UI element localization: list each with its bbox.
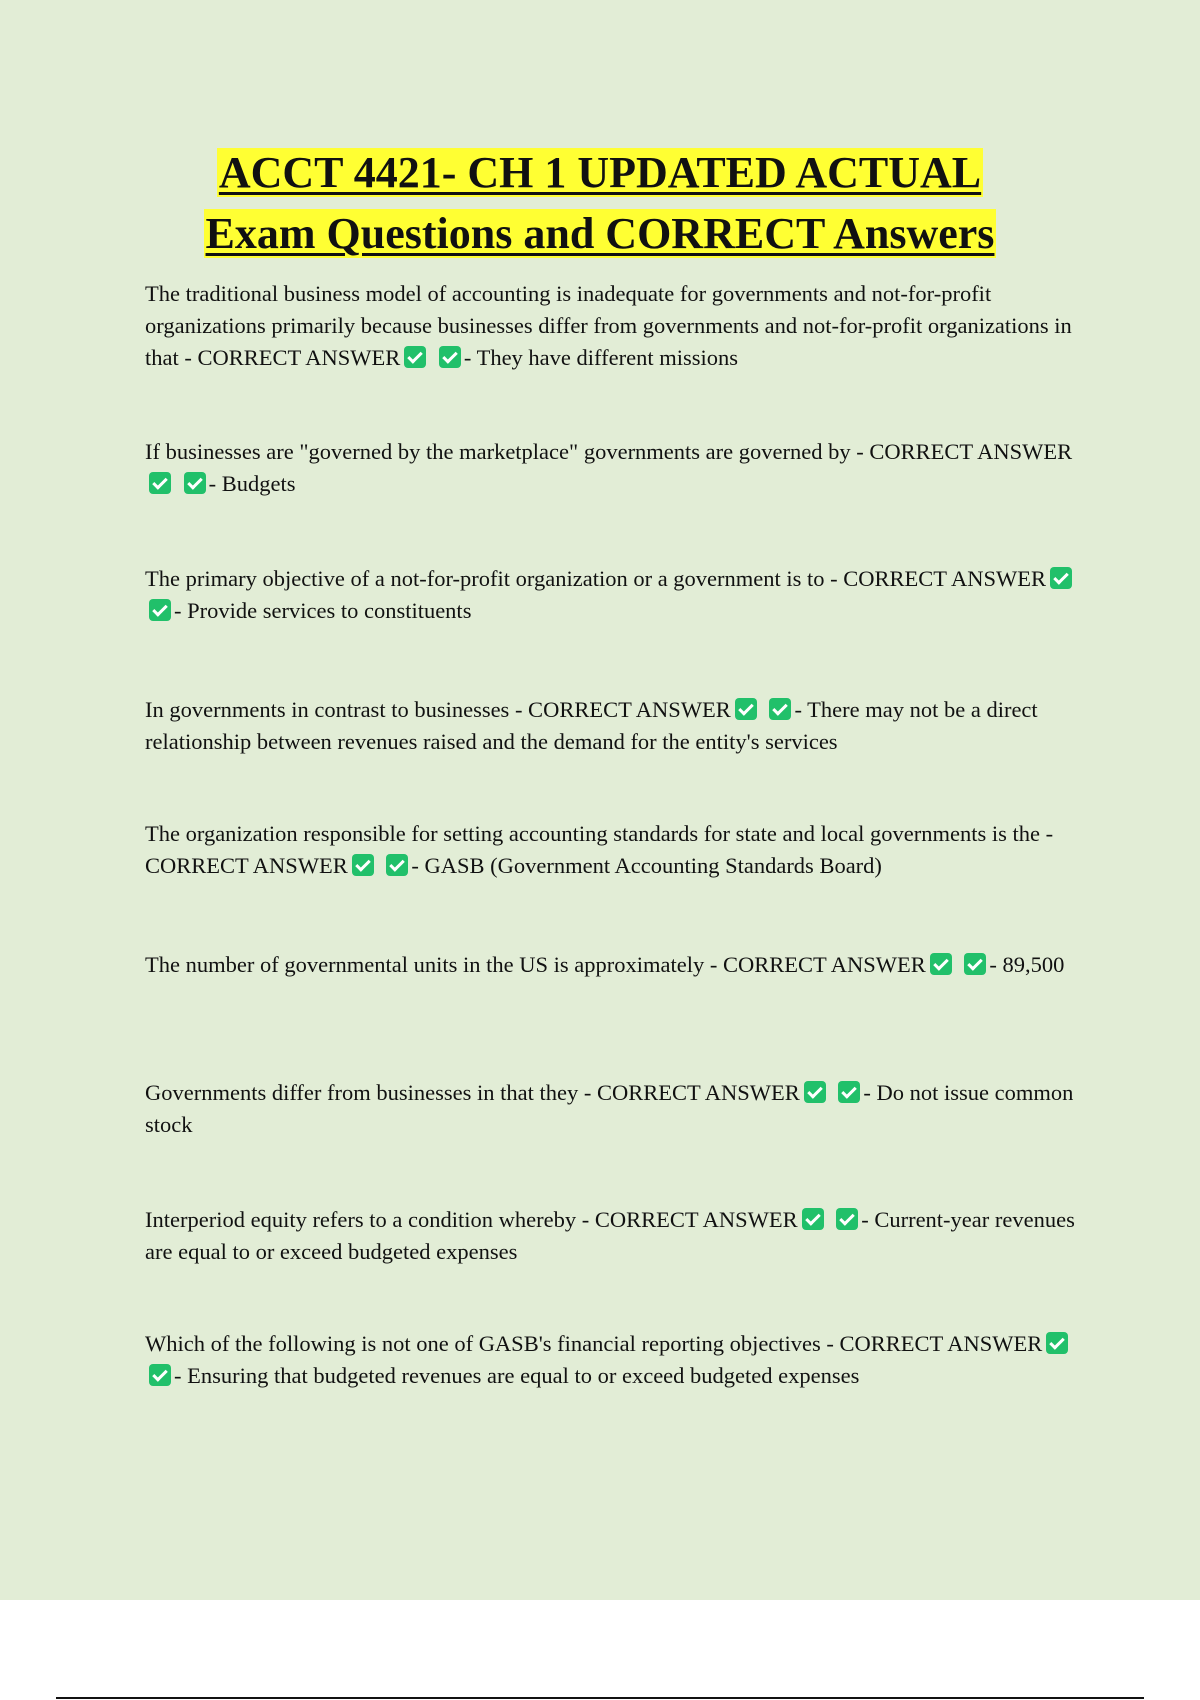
check-mark-icon: [1050, 567, 1072, 589]
answer-text: - GASB (Government Accounting Standards Board): [411, 853, 882, 878]
qa-item-5: [145, 818, 1085, 882]
question-text: If businesses are "governed by the marketplace" governments are governed by - CORRECT ANSWER: [145, 439, 1073, 464]
check-mark-icon: [184, 472, 206, 494]
answer-text: - Ensuring that budgeted revenues are equal to or exceed budgeted expenses: [174, 1363, 860, 1388]
answer-text: - Current-year revenues are equal to or exceed budgeted expenses: [145, 1207, 1075, 1264]
question-text: The traditional business model of accounting is inadequate for governments and not-for-profit organizations primarily because businesses differ from governments and not-for-profit organizations in that - CORRECT ANSWER: [145, 281, 1072, 370]
answer-text: - There may not be a direct relationship between revenues raised and the demand for the entity's services: [145, 697, 1038, 754]
qa-item-1: [145, 278, 1085, 374]
qa-item-2: [145, 436, 1085, 500]
title-line-1: ACCT 4421- CH 1 UPDATED ACTUAL: [218, 148, 982, 197]
question-text: In governments in contrast to businesses - CORRECT ANSWER: [145, 697, 731, 722]
question-text: The number of governmental units in the US is approximately - CORRECT ANSWER: [145, 952, 926, 977]
qa-item-3: [145, 563, 1085, 627]
check-mark-icon: [964, 953, 986, 975]
answer-text: - Budgets: [208, 471, 296, 496]
question-text: The primary objective of a not-for-profit organization or a government is to - CORRECT ANSWER: [145, 566, 1047, 591]
question-text: The organization responsible for setting accounting standards for state and local governments is the - CORRECT ANSWER: [145, 821, 1054, 878]
qa-item-9: [145, 1328, 1085, 1392]
answer-text: - Do not issue common stock: [145, 1080, 1074, 1137]
qa-item-6: [145, 949, 1085, 981]
check-mark-icon: [804, 1081, 826, 1103]
check-mark-icon: [930, 953, 952, 975]
check-mark-icon: [149, 599, 171, 621]
title-line-2: Exam Questions and CORRECT Answers: [205, 209, 995, 258]
check-mark-icon: [386, 854, 408, 876]
question-text: Governments differ from businesses in that they - CORRECT ANSWER: [145, 1080, 800, 1105]
qa-item-8: [145, 1204, 1085, 1268]
question-text: Interperiod equity refers to a condition whereby - CORRECT ANSWER: [145, 1207, 798, 1232]
qa-item-7: [145, 1077, 1085, 1141]
qa-item-4: [145, 694, 1085, 758]
check-mark-icon: [802, 1208, 824, 1230]
document-title: [0, 142, 1200, 264]
answer-text: - 89,500: [989, 952, 1065, 977]
answer-text: - They have different missions: [463, 345, 738, 370]
check-mark-icon: [404, 346, 426, 368]
check-mark-icon: [1046, 1332, 1068, 1354]
check-mark-icon: [769, 698, 791, 720]
check-mark-icon: [439, 346, 461, 368]
check-mark-icon: [735, 698, 757, 720]
question-text: Which of the following is not one of GASB's financial reporting objectives - CORRECT ANSWER: [145, 1331, 1043, 1356]
check-mark-icon: [836, 1208, 858, 1230]
check-mark-icon: [838, 1081, 860, 1103]
check-mark-icon: [149, 472, 171, 494]
check-mark-icon: [352, 854, 374, 876]
page-divider: [56, 1697, 1144, 1699]
answer-text: - Provide services to constituents: [174, 598, 472, 623]
check-mark-icon: [149, 1364, 171, 1386]
